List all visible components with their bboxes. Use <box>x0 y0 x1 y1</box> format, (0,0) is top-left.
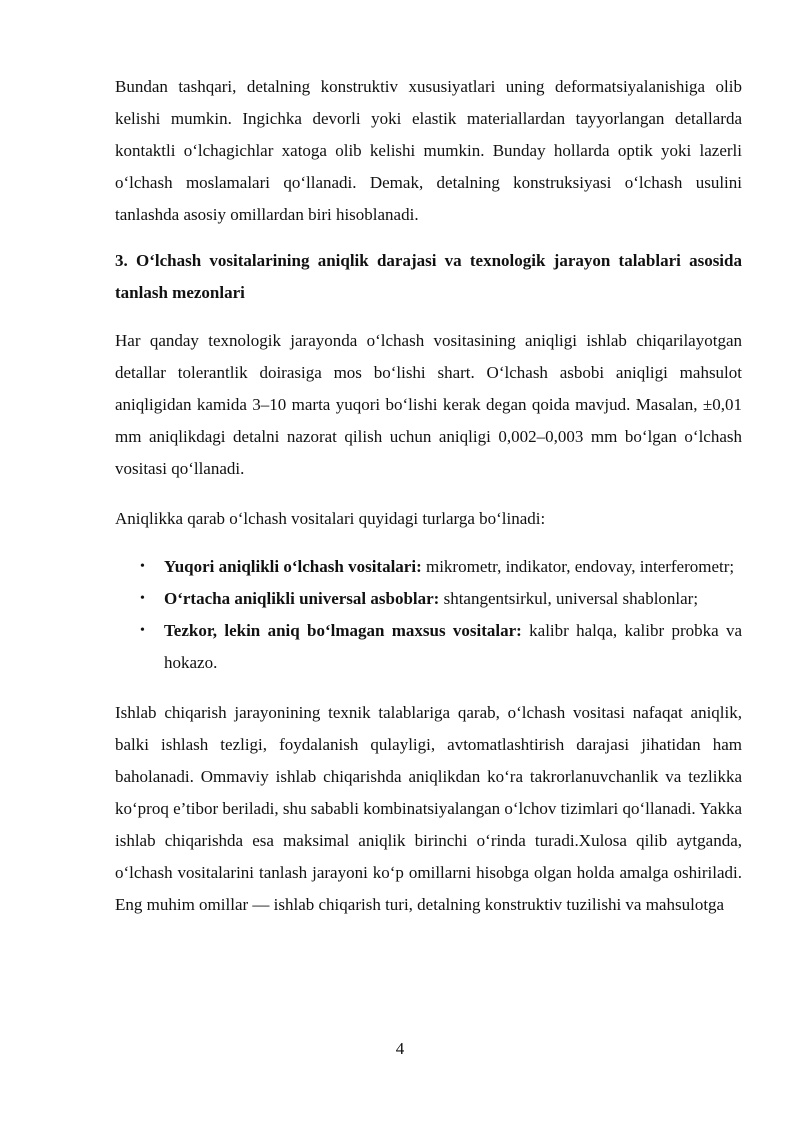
paragraph-accuracy: Har qanday texnologik jarayonda o‘lchash vositasining aniqligi ishlab chiqarilayotgan detallar tolerantlik doirasiga mos bo‘lishi shart. O‘lchash asbobi aniqligi mahsulot aniqligidan kamida 3–10 marta yuqori bo‘lishi kerak degan qoida mavjud. Masalan, ±0,01 mm aniqlikdagi detalni nazorat qilish uchun aniqligi 0,002–0,003 mm bo‘lgan o‘lchash vositasi qo‘llanadi. <box>115 331 742 478</box>
document-page <box>115 71 742 921</box>
list-item-text: mikrometr, indikator, endovay, interferometr; <box>421 557 735 576</box>
bullet-icon: • <box>140 623 145 638</box>
bullet-icon: • <box>140 559 145 574</box>
bullet-icon: • <box>140 591 145 606</box>
list-item-text: shtangentsirkul, universal shablonlar; <box>439 589 699 608</box>
list-item-term: Tezkor, lekin aniq bo‘lmagan maxsus vositalar: <box>164 621 522 640</box>
list-item <box>115 583 742 615</box>
section-heading: 3. O‘lchash vositalarining aniqlik darajasi va texnologik jarayon talablari asosida tanlash mezonlari <box>115 251 742 302</box>
list-item-term: O‘rtacha aniqlikli universal asboblar: <box>164 589 440 608</box>
bullet-list <box>115 551 742 679</box>
paragraph-list-intro: Aniqlikka qarab o‘lchash vositalari quyidagi turlarga bo‘linadi: <box>115 509 546 528</box>
paragraph-intro: Bundan tashqari, detalning konstruktiv xususiyatlari uning deformatsiyalanishiga olib kelishi mumkin. Ingichka devorli yoki elastik materiallardan tayyorlangan detallarda kontaktli o‘lchagichlar xatoga olib kelishi mumkin. Bunday hollarda optik yoki lazerli o‘lchash moslamalari qo‘llanadi. Demak, detalning konstruksiyasi o‘lchash usulini tanlashda asosiy omillardan biri hisoblanadi. <box>115 77 742 224</box>
page-number: 4 <box>395 1039 405 1058</box>
list-item-term: Yuqori aniqlikli o‘lchash vositalari: <box>164 557 422 576</box>
list-item <box>115 615 742 679</box>
list-item <box>115 551 742 583</box>
paragraph-conclusion: Ishlab chiqarish jarayonining texnik talablariga qarab, o‘lchash vositasi nafaqat aniqlik, balki ishlash tezligi, foydalanish qulayligi, avtomatlashtirish darajasi jihatidan ham baholanadi. Ommaviy ishlab chiqarishda aniqlikdan ko‘ra takrorlanuvchanlik va tezlikka ko‘proq e’tibor beriladi, shu sababli kombinatsiyalangan o‘lchov tizimlari qo‘llanadi. Yakka ishlab chiqarishda esa maksimal aniqlik birinchi o‘rinda turadi.Xulosa qilib aytganda, o‘lchash vositalarini tanlash jarayoni ko‘p omillarni hisobga olgan holda amalga oshiriladi. Eng muhim omillar — ishlab chiqarish turi, detalning konstruktiv tuzilishi va mahsulotga <box>115 703 742 914</box>
list-item-text: kalibr halqa, kalibr probka va hokazo. <box>164 621 743 672</box>
